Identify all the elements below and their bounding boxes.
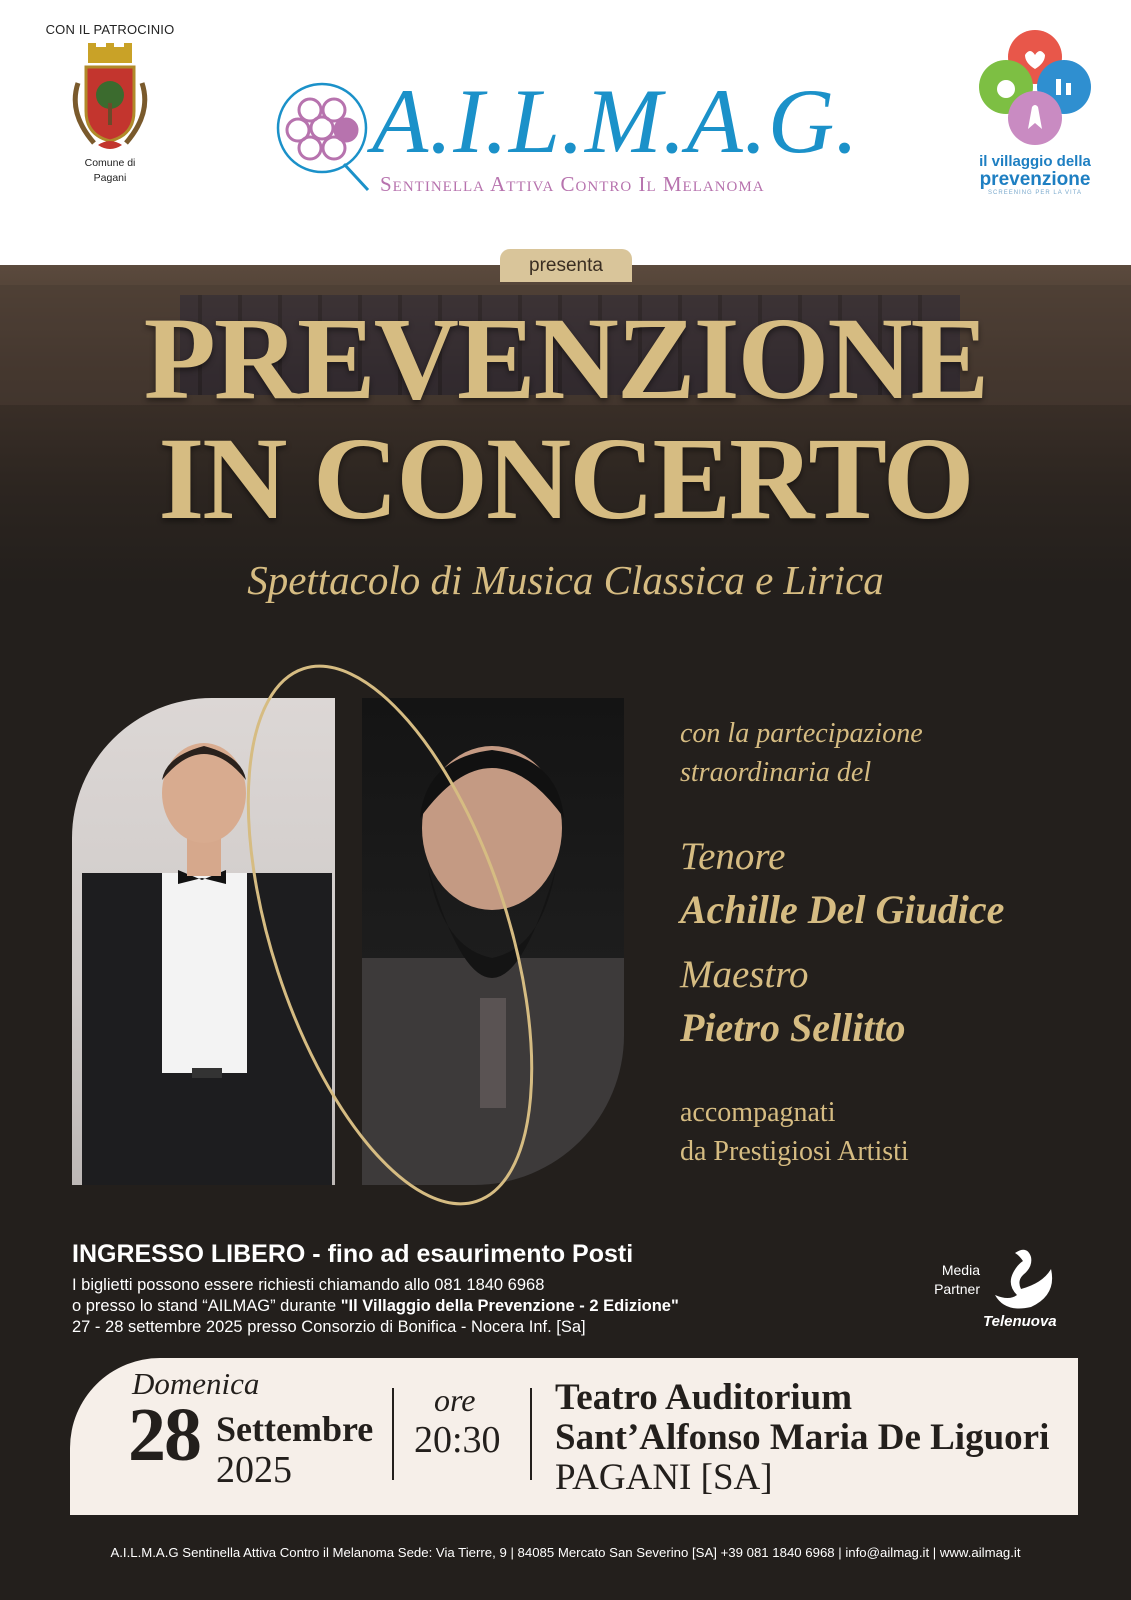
event-day: 28 — [128, 1393, 200, 1477]
ticket-info-line2-prefix: o presso lo stand “AILMAG” durante — [72, 1297, 341, 1315]
event-weekday: Domenica — [132, 1366, 260, 1401]
free-entry-heading: INGRESSO LIBERO - fino ad esaurimento Posti — [72, 1240, 634, 1268]
venue-line1: Teatro Auditorium — [555, 1377, 853, 1418]
ticket-info-line2 — [72, 1296, 679, 1316]
intro-line2: straordinaria del — [680, 757, 872, 788]
telenuova-name: Telenuova — [983, 1313, 1057, 1330]
comune-line1: Comune di — [84, 157, 136, 169]
villaggio-line2: prevenzione — [979, 169, 1091, 190]
event-date-venue-box — [70, 1358, 1078, 1515]
ticket-info-line2-event: "Il Villaggio della Prevenzione - 2 Edizione" — [340, 1297, 679, 1315]
ailmag-flower-magnifier-icon — [272, 78, 376, 194]
role-tenor: Tenore — [680, 835, 786, 878]
gold-ellipse-ornament — [230, 650, 550, 1220]
divider — [392, 1388, 394, 1480]
divider — [530, 1388, 532, 1480]
brand-tagline: Sentinella Attiva Contro Il Melanoma — [380, 172, 765, 196]
accomp-line1: accompagnati — [680, 1097, 836, 1128]
media-label-line1: Media — [941, 1262, 980, 1278]
venue-line3: PAGANI [SA] — [555, 1457, 773, 1498]
title-line2: IN CONCERTO — [158, 413, 973, 544]
ticket-info-line1: I biglietti possono essere richiesti chiamando allo 081 1840 6968 — [72, 1276, 545, 1294]
title-line1: PREVENZIONE — [143, 293, 988, 424]
time-label: ore — [434, 1382, 476, 1418]
event-year: 2025 — [216, 1449, 292, 1491]
footer-contact: A.I.L.M.A.G Sentinella Attiva Contro il Melanoma Sede: Via Tierre, 9 | 84085 Mercato San Severino [SA] +39 081 1840 6968 | info@ailmag.it | www.ailmag.it — [110, 1545, 1021, 1560]
artist-name-tenor: Achille Del Giudice — [680, 887, 1005, 932]
patronage-label: CON IL PATROCINIO — [45, 22, 175, 37]
villaggio-line3: SCREENING PER LA VITA — [988, 190, 1082, 196]
media-label-line2: Partner — [934, 1281, 980, 1297]
municipal-crest-icon — [64, 43, 156, 155]
ticket-info-line3: 27 - 28 settembre 2025 presso Consorzio di Bonifica - Nocera Inf. [Sa] — [72, 1318, 586, 1336]
accompaniment-note — [680, 1093, 909, 1171]
venue-line2: Sant’Alfonso Maria De Liguori — [555, 1417, 1050, 1458]
participation-intro — [680, 714, 923, 792]
patronage-block — [30, 22, 190, 185]
subtitle: Spettacolo di Musica Classica e Lirica — [247, 557, 884, 603]
comune-line2: Pagani — [93, 172, 127, 184]
event-time: 20:30 — [414, 1419, 501, 1461]
villaggio-logo — [960, 25, 1110, 196]
event-month: Settembre — [216, 1409, 374, 1449]
role-maestro: Maestro — [680, 953, 809, 996]
villaggio-line1: il villaggio della — [979, 153, 1091, 170]
brand-name: A.I.L.M.A.G. — [372, 70, 860, 172]
presenta-tab: presenta — [500, 249, 632, 282]
ailmag-logo — [272, 70, 872, 204]
telenuova-swan-icon — [987, 1245, 1057, 1313]
accomp-line2: da Prestigiosi Artisti — [680, 1136, 909, 1167]
media-partner — [925, 1245, 1065, 1335]
header — [0, 0, 1131, 265]
villaggio-clover-icon — [970, 25, 1100, 153]
media-partner-label — [925, 1261, 980, 1299]
artist-name-maestro: Pietro Sellitto — [680, 1005, 906, 1050]
intro-line1: con la partecipazione — [680, 718, 923, 749]
